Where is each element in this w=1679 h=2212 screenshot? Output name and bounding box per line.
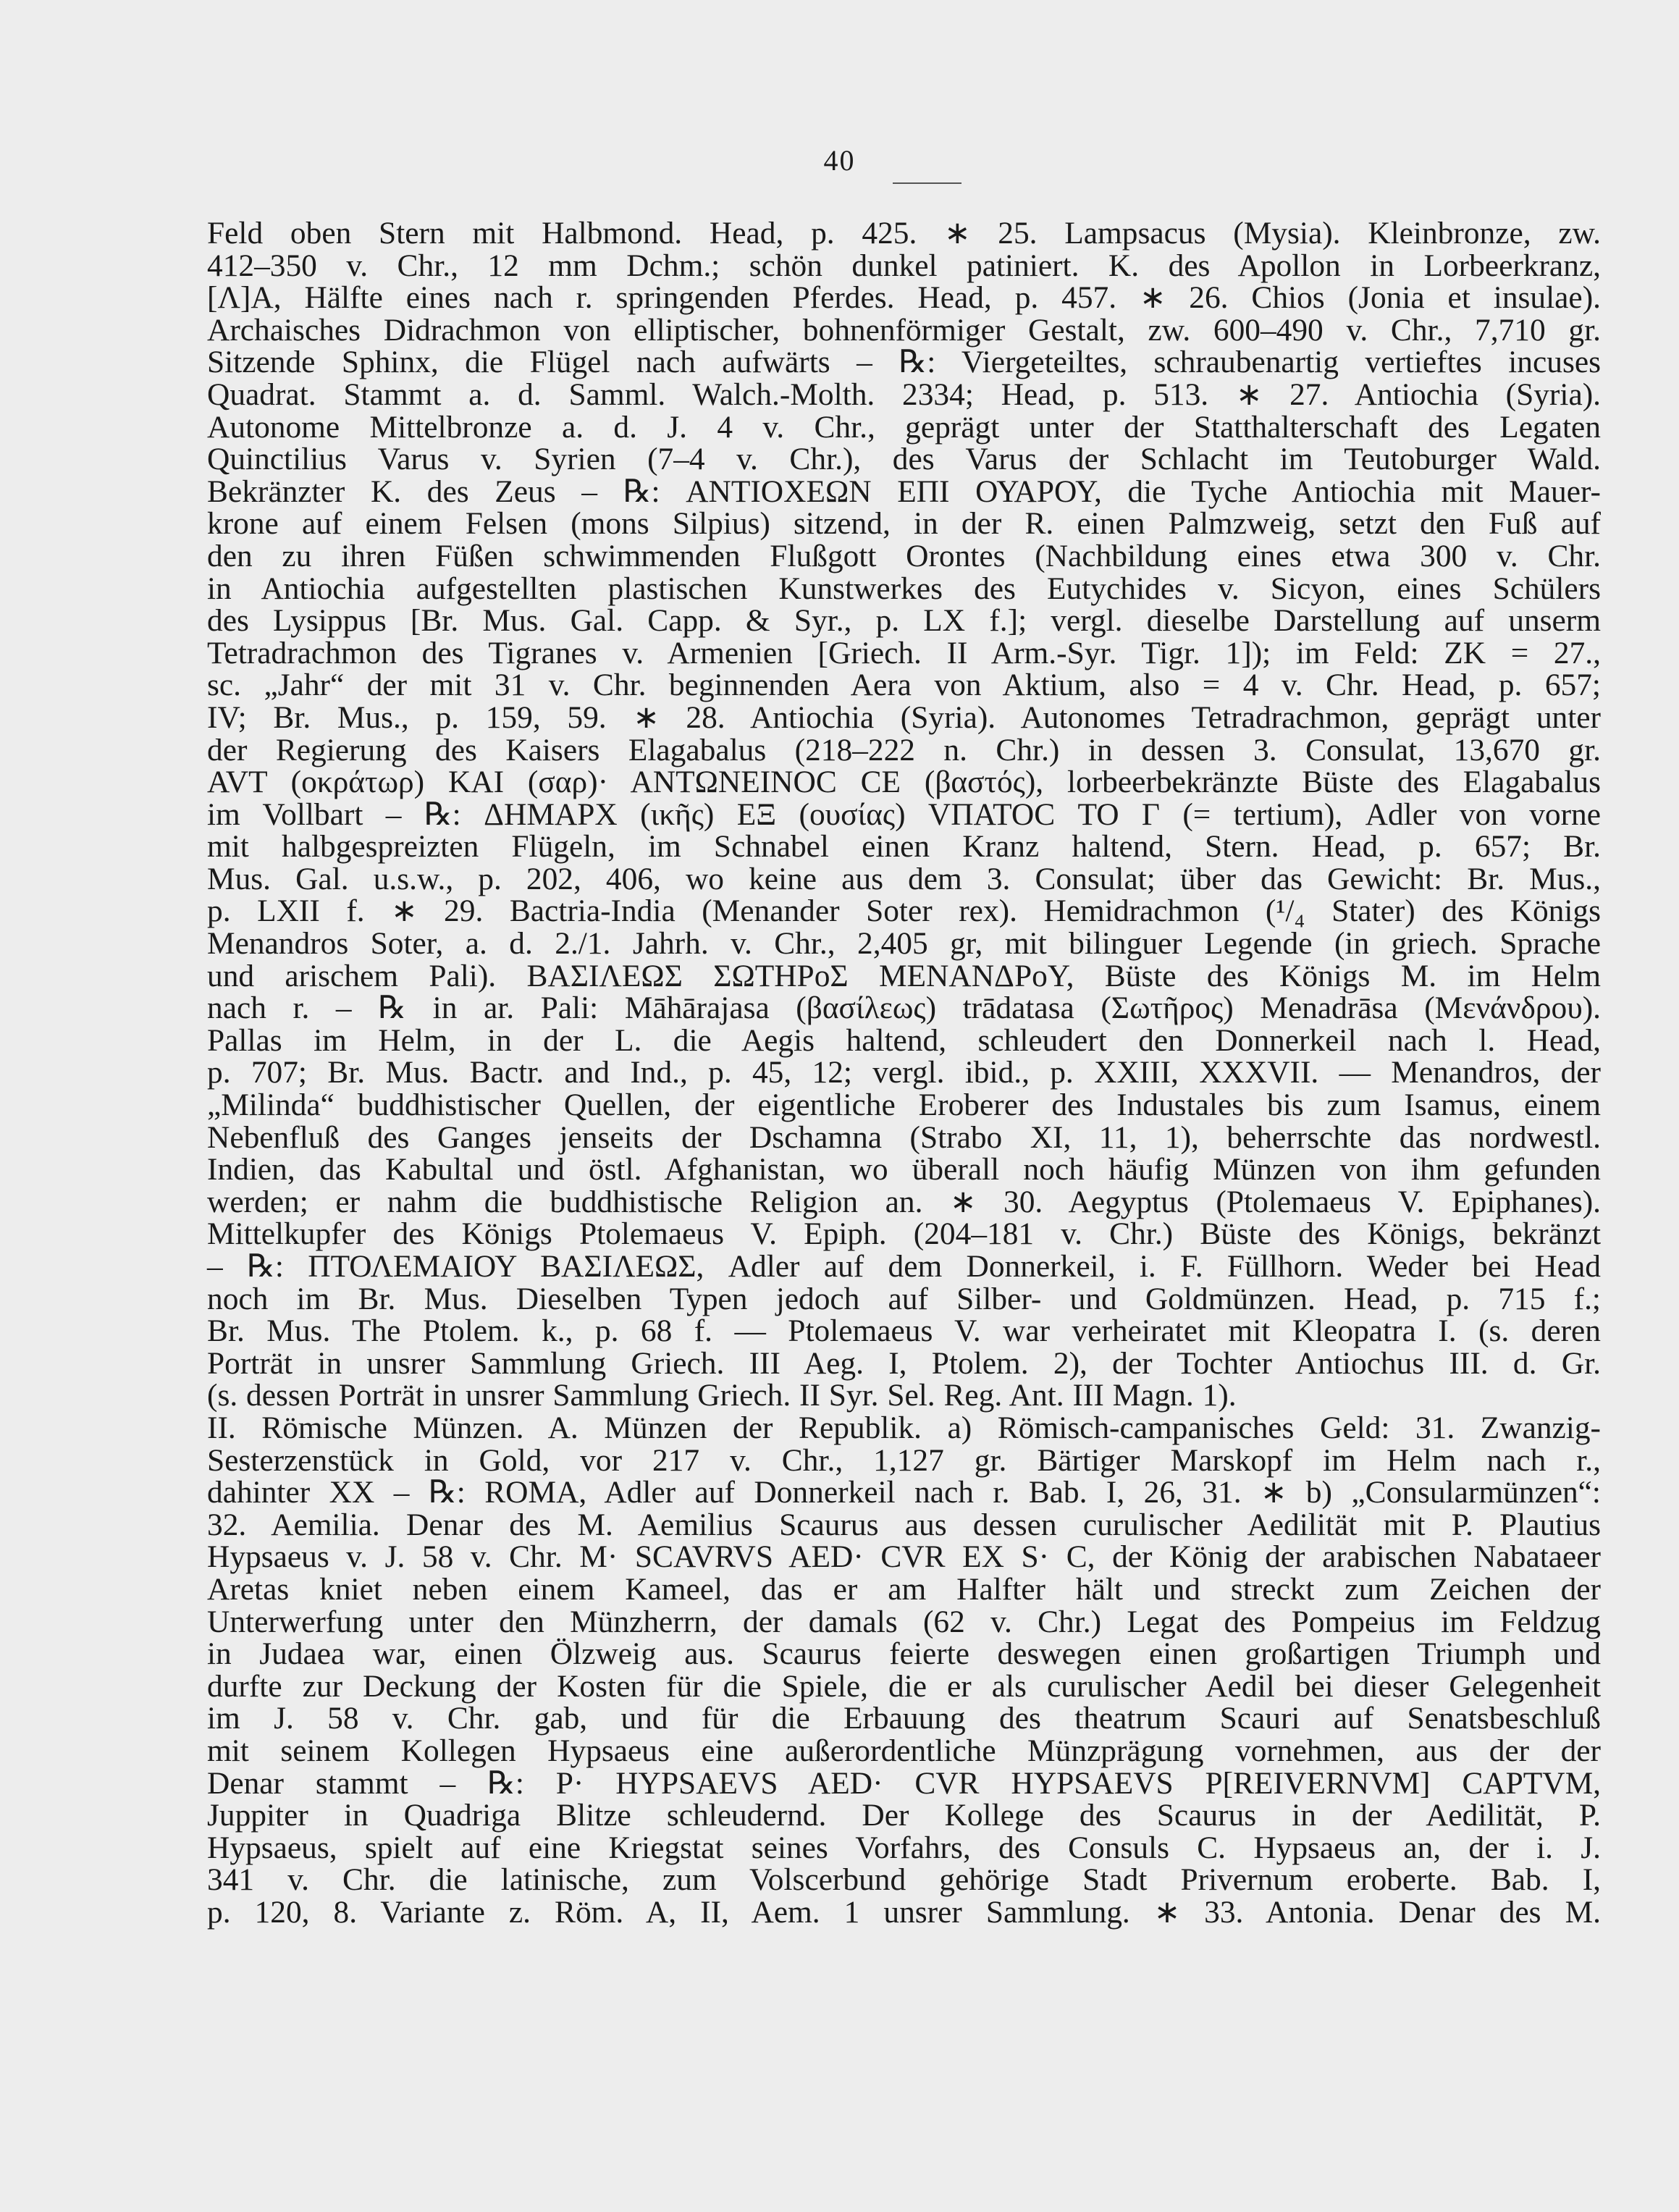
text-line: in Antiochia aufgestellten plastischen Kunstwerkes des Eutychides v. Sicyon, eines Schülers [207,571,1601,606]
text-line: [Λ]Α, Hälfte eines nach r. springenden Pferdes. Head, p. 457. ∗ 26. Chios (Jonia et insulae). [207,280,1601,316]
page-number-rule [893,182,961,184]
text-line: Feld oben Stern mit Halbmond. Head, p. 425. ∗ 25. Lampsacus (Mysia). Kleinbronze, zw. [207,216,1601,251]
text-line: Autonome Mittelbronze a. d. J. 4 v. Chr., geprägt unter der Statthalterschaft des Legaten [207,409,1601,445]
text-line: – ℞: ΠΤΟΛΕΜΑΙΟΥ ΒΑΣΙΛΕΩΣ, Adler auf dem Donnerkeil, i. F. Füllhorn. Weder bei Head [207,1249,1601,1284]
text-line: sc. „Jahr“ der mit 31 v. Chr. beginnenden Aera von Aktium, also = 4 v. Chr. Head, p. 657; [207,668,1601,703]
text-line: noch im Br. Mus. Dieselben Typen jedoch auf Silber- und Goldmünzen. Head, p. 715 f.; [207,1281,1601,1316]
text-line: Hypsaeus, spielt auf eine Kriegstat seines Vorfahrs, des Consuls C. Hypsaeus an, der i. J. [207,1830,1601,1865]
text-line: Menandros Soter, a. d. 2./1. Jahrh. v. Chr., 2,405 gr, mit bilinguer Legende (in griech. Sprache [207,926,1601,962]
text-line: „Milinda“ buddhistischer Quellen, der eigentliche Eroberer des Industales bis zum Isamus, einem [207,1088,1601,1123]
text-line: im J. 58 v. Chr. gab, und für die Erbauung des theatrum Scauri auf Senatsbeschluß [207,1701,1601,1736]
text-line: durfte zur Deckung der Kosten für die Spiele, die er als curulischer Aedil bei dieser Gelegenheit [207,1668,1601,1704]
text-line: Unterwerfung unter den Münzherrn, der damals (62 v. Chr.) Legat des Pompeius im Feldzug [207,1604,1601,1639]
text-line: Sesterzenstück in Gold, vor 217 v. Chr., 1,127 gr. Bärtiger Marskopf im Helm nach r., [207,1442,1601,1478]
text-line: Pallas im Helm, in der L. die Aegis haltend, schleudert den Donnerkeil nach l. Head, [207,1022,1601,1058]
text-line: nach r. – ℞ in ar. Pali: Māhārajasa (βασίλεως) trādatasa (Σωτῆρος) Menadrāsa (Μενάνδρου). [207,991,1601,1026]
text-line: dahinter XX – ℞: ROMA, Adler auf Donnerkeil nach r. Bab. I, 26, 31. ∗ b) „Consularmünzen“: [207,1475,1601,1510]
text-line: mit seinem Kollegen Hypsaeus eine außerordentliche Münzprägung vornehmen, aus der der [207,1733,1601,1768]
text-line: Porträt in unsrer Sammlung Griech. III Aeg. I, Ptolem. 2), der Tochter Antiochus III. d. Gr. [207,1345,1601,1381]
text-line: 412–350 v. Chr., 12 mm Dchm.; schön dunkel patiniert. K. des Apollon in Lorbeerkranz, [207,248,1601,283]
text-line: Mittelkupfer des Königs Ptolemaeus V. Epiph. (204–181 v. Chr.) Büste des Königs, bekränzt [207,1216,1601,1252]
text-line: Aretas kniet neben einem Kameel, das er am Halfter hält und streckt zum Zeichen der [207,1571,1601,1607]
text-line: 341 v. Chr. die latinische, zum Volscerbund gehörige Stadt Privernum eroberte. Bab. I, [207,1862,1601,1898]
text-line: p. LXII f. ∗ 29. Bactria-India (Menander Soter rex). Hemidrachmon (¹/₄ Stater) des Königs [207,893,1601,929]
section-heading: II. Römische Münzen. A. Münzen der Republik. a) Römisch-campanisches Geld: 31. Zwanzig- [207,1410,1601,1445]
text-line: und arischem Pali). ΒΑΣΙΛΕΩΣ ΣΩΤΗΡοΣ ΜΕΝΑΝΔΡοΥ, Büste des Königs M. im Helm [207,958,1601,993]
text-line: mit halbgespreizten Flügeln, im Schnabel einen Kranz haltend, Stern. Head, p. 657; Br. [207,829,1601,865]
text-line: Mus. Gal. u.s.w., p. 202, 406, wo keine aus dem 3. Consulat; über das Gewicht: Br. Mus., [207,861,1601,896]
text-line: 32. Aemilia. Denar des M. Aemilius Scaurus aus dessen curulischer Aedilität mit P. Plautius [207,1507,1601,1542]
text-line: im Vollbart – ℞: ΔΗΜΑΡΧ (ικῆς) ΕΞ (ουσίας) VΠΑΤΟC ΤΟ Γ (= tertium), Adler von vorne [207,796,1601,832]
text-line: Bekränzter K. des Zeus – ℞: ΑΝΤΙΟΧΕΩΝ ΕΠΙ ΟΥΑΡΟΥ, die Tyche Antiochia mit Mauer- [207,474,1601,509]
text-line: des Lysippus [Br. Mus. Gal. Capp. & Syr., p. LX f.]; vergl. dieselbe Darstellung auf unserm [207,603,1601,639]
text-line: Indien, das Kabultal und östl. Afghanistan, wo überall noch häufig Münzen von ihm gefunden [207,1152,1601,1187]
body-text [207,217,1601,1928]
text-line: Quinctilius Varus v. Syrien (7–4 v. Chr.), des Varus der Schlacht im Teutoburger Wald. [207,442,1601,477]
text-line: der Regierung des Kaisers Elagabalus (218–222 n. Chr.) in dessen 3. Consulat, 13,670 gr. [207,732,1601,768]
text-line: Quadrat. Stammt a. d. Samml. Walch.-Molth. 2334; Head, p. 513. ∗ 27. Antiochia (Syria). [207,377,1601,412]
text-line: AVT (οκράτωρ) KAI (σαρ)· ANTΩNEINOC CE (βαστός), lorbeerbekränzte Büste des Elagabalus [207,765,1601,800]
text-line: p. 707; Br. Mus. Bactr. and Ind., p. 45, 12; vergl. ibid., p. XXIII, XXXVII. — Menandros, der [207,1055,1601,1090]
text-line: Br. Mus. The Ptolem. k., p. 68 f. — Ptolemaeus V. war verheiratet mit Kleopatra I. (s. deren [207,1313,1601,1349]
text-line: Sitzende Sphinx, die Flügel nach aufwärts – ℞: Viergeteiltes, schraubenartig vertieftes incuses [207,345,1601,380]
text-line: Juppiter in Quadriga Blitze schleudernd. Der Kollege des Scaurus in der Aedilität, P. [207,1798,1601,1833]
text-line: Denar stammt – ℞: P· HYPSAEVS AED· CVR HYPSAEVS P[REIVERNVM] CAPTVM, [207,1765,1601,1801]
page-number: 40 [823,144,856,177]
text-line: p. 120, 8. Variante z. Röm. A, II, Aem. 1 unsrer Sammlung. ∗ 33. Antonia. Denar des M. [207,1894,1601,1930]
text-line: werden; er nahm die buddhistische Religion an. ∗ 30. Aegyptus (Ptolemaeus V. Epiphanes). [207,1184,1601,1219]
text-line: (s. dessen Porträt in unsrer Sammlung Griech. II Syr. Sel. Reg. Ant. III Magn. 1). [207,1378,1237,1413]
text-line: krone auf einem Felsen (mons Silpius) sitzend, in der R. einen Palmzweig, setzt den Fuß auf [207,506,1601,542]
text-line: Archaisches Didrachmon von elliptischer, bohnenförmiger Gestalt, zw. 600–490 v. Chr., 7,710 gr. [207,312,1601,348]
text-line: IV; Br. Mus., p. 159, 59. ∗ 28. Antiochia (Syria). Autonomes Tetradrachmon, geprägt unter [207,699,1601,735]
text-line: in Judaea war, einen Ölzweig aus. Scaurus feierte deswegen einen großartigen Triumph und [207,1636,1601,1672]
text-line: den zu ihren Füßen schwimmenden Flußgott Orontes (Nachbildung eines etwa 300 v. Chr. [207,538,1601,573]
text-line: Tetradrachmon des Tigranes v. Armenien [Griech. II Arm.-Syr. Tigr. 1]); im Feld: ΖΚ = 27., [207,635,1601,670]
text-line: Nebenfluß des Ganges jenseits der Dschamna (Strabo XI, 11, 1), beherrschte das nordwestl. [207,1119,1601,1155]
text-line: Hypsaeus v. J. 58 v. Chr. M· SCAVRVS AED· CVR EX S· C, der König der arabischen Nabataeer [207,1539,1601,1575]
